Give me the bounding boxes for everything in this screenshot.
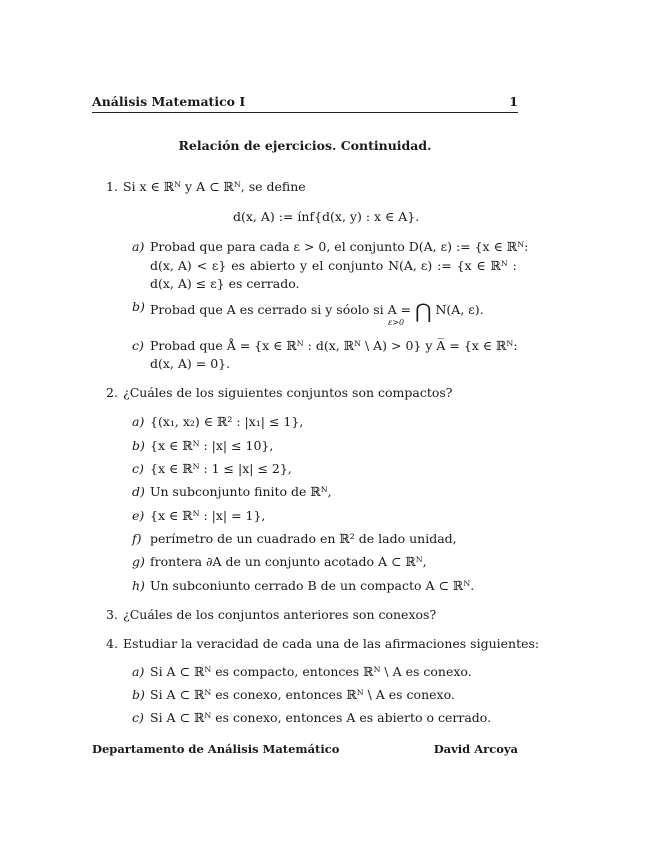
word: abierto: [249, 258, 296, 273]
problem-4b-letter: b): [132, 687, 145, 702]
problem-1a-line3: d(x, A) ≤ ε} es cerrado.: [150, 276, 300, 291]
problem-2d-text: Un subconjunto finito de ℝᴺ,: [150, 484, 332, 499]
problem-2-number: 2.: [106, 385, 118, 400]
problem-1b-statement: Probad que A es cerrado si y sóolo si A =: [150, 302, 412, 317]
word: y: [300, 258, 308, 273]
intersection-symbol: ⋂: [415, 299, 432, 323]
word: :: [512, 258, 517, 273]
intersection-subscript: ε>0: [388, 318, 405, 327]
problem-2b-text: {x ∈ ℝᴺ : |x| ≤ 10},: [150, 438, 274, 453]
problem-2g-letter: g): [132, 554, 145, 569]
problem-2e-text: {x ∈ ℝᴺ : |x| = 1},: [150, 508, 266, 523]
word: {x: [456, 258, 472, 273]
author-name: David Arcoya: [433, 742, 518, 756]
problem-2e-letter: e): [132, 508, 145, 523]
problem-1b-letter: b): [132, 299, 145, 314]
problem-3-text: ¿Cuáles de los conjuntos anteriores son conexos?: [123, 607, 437, 622]
word: ∈: [476, 258, 486, 273]
problem-2d-letter: d): [132, 484, 145, 499]
problem-4-number: 4.: [106, 636, 118, 651]
problem-1a-line1: [150, 239, 529, 254]
problem-1a-line1-colon: :: [524, 239, 529, 254]
problem-2c-text: {x ∈ ℝᴺ : 1 ≤ |x| ≤ 2},: [150, 461, 292, 476]
word: el: [311, 258, 324, 273]
word: N(A, ε): [388, 258, 433, 273]
page-footer: [92, 742, 518, 756]
page-number: 1: [509, 94, 518, 109]
problem-2c-letter: c): [132, 461, 144, 476]
problem-4c-text: Si A ⊂ ℝᴺ es conexo, entonces A es abierto o cerrado.: [150, 710, 492, 725]
word: ℝᴺ: [490, 258, 508, 273]
problem-2b-letter: b): [132, 438, 145, 453]
problem-2f-letter: f): [132, 531, 142, 546]
problem-4b-text: Si A ⊂ ℝᴺ es conexo, entonces ℝᴺ \ A es conexo.: [150, 687, 455, 702]
word: es: [231, 258, 245, 273]
problem-4-intro: Estudiar la veracidad de cada una de las afirmaciones siguientes:: [123, 636, 540, 651]
problem-1b-text: [150, 299, 484, 323]
word: <: [196, 258, 208, 273]
problem-1-number: 1.: [106, 179, 118, 194]
problem-1c-line1-text: Probad que Å = {x ∈ ℝᴺ : d(x, ℝᴺ \ A) > 0} y A̅ = {x ∈ ℝᴺ: [150, 338, 514, 353]
problem-1c-line2: d(x, A) = 0}.: [150, 356, 231, 371]
problem-1a-line2: [150, 258, 517, 273]
problem-4a-text: Si A ⊂ ℝᴺ es compacto, entonces ℝᴺ \ A es conexo.: [150, 664, 472, 679]
word: conjunto: [328, 258, 384, 273]
problem-1b-tail: N(A, ε).: [435, 302, 484, 317]
problem-2f-text: perímetro de un cuadrado en ℝ² de lado unidad,: [150, 531, 457, 546]
course-title: Análisis Matematico I: [92, 94, 246, 109]
problem-1-intro: Si x ∈ ℝᴺ y A ⊂ ℝᴺ, se define: [123, 179, 306, 194]
word: :=: [437, 258, 452, 273]
problem-1c-letter: c): [132, 338, 144, 353]
problem-2a-letter: a): [132, 414, 145, 429]
problem-1-definition: d(x, A) := ínf{d(x, y) : x ∈ A}.: [233, 209, 420, 224]
word: ε}: [211, 258, 227, 273]
problem-1a-line1-text: Probad que para cada ε > 0, el conjunto D(A, ε) := {x ∈ ℝᴺ: [150, 239, 525, 254]
problem-4c-letter: c): [132, 710, 144, 725]
problem-3-number: 3.: [106, 607, 118, 622]
page-header: [92, 94, 518, 113]
problem-4a-letter: a): [132, 664, 145, 679]
problem-2h-text: Un subconiunto cerrado B de un compacto A ⊂ ℝᴺ.: [150, 578, 475, 593]
problem-2a-text: {(x₁, x₂) ∈ ℝ² : |x₁| ≤ 1},: [150, 414, 304, 429]
department-name: Departamento de Análisis Matemático: [92, 742, 340, 756]
problem-1a-letter: a): [132, 239, 145, 254]
problem-1c-line1: [150, 338, 517, 353]
word: d(x, A): [150, 258, 192, 273]
problem-2h-letter: h): [132, 578, 145, 593]
problem-2g-text: frontera ∂A de un conjunto acotado A ⊂ ℝᴺ,: [150, 554, 427, 569]
problem-1c-line1-colon: :: [513, 338, 518, 353]
document-title: Relación de ejercicios. Continuidad.: [178, 138, 432, 153]
problem-2-intro: ¿Cuáles de los siguientes conjuntos son compactos?: [123, 385, 453, 400]
